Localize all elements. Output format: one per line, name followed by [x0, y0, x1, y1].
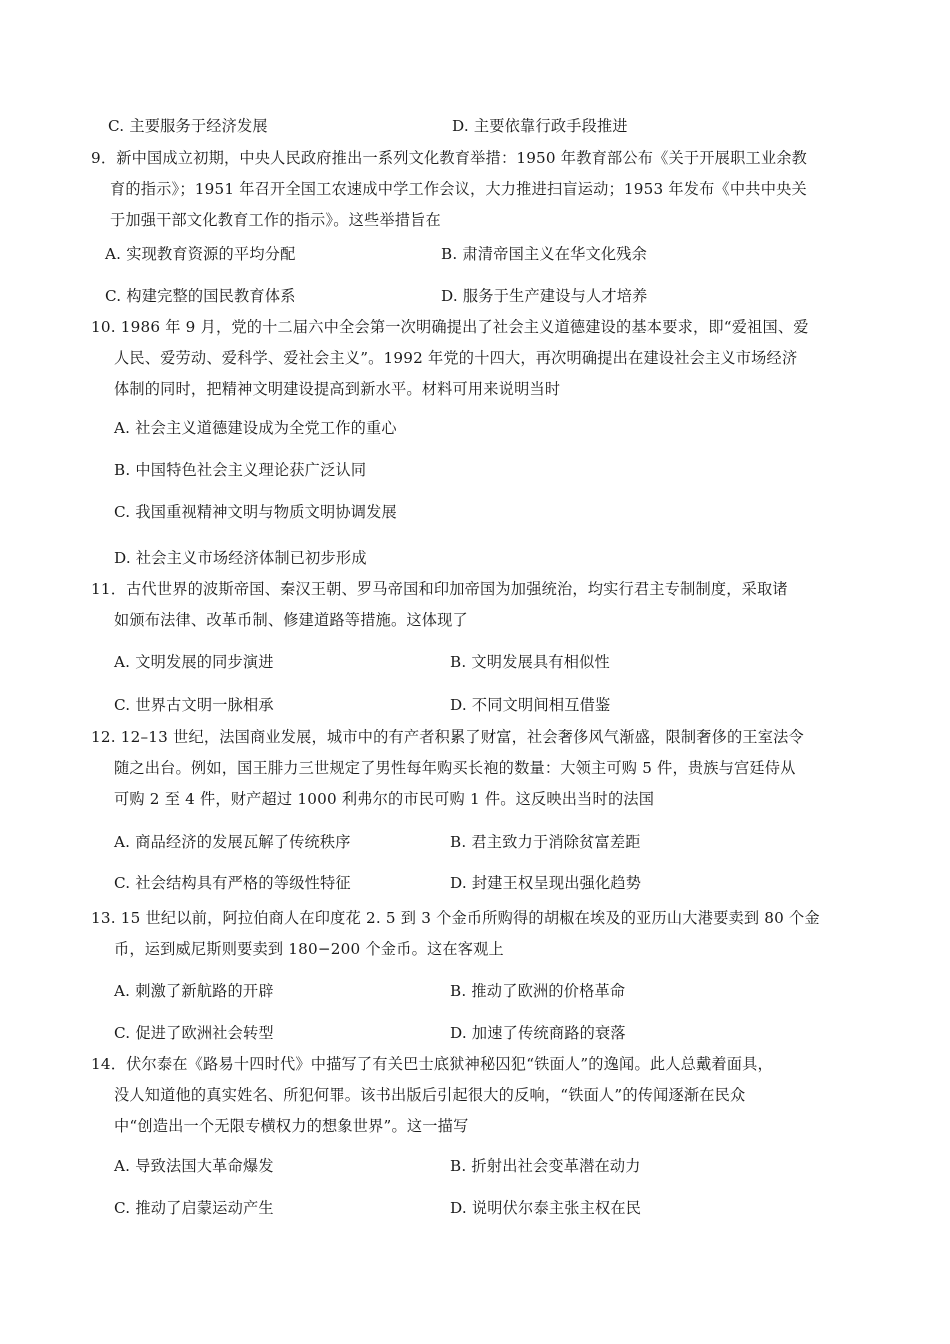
- q9-option-c: C. 构建完整的国民教育体系: [105, 287, 296, 305]
- q11-option-d: D. 不同文明间相互借鉴: [450, 696, 611, 714]
- q14-stem-line1: 14．伏尔泰在《路易十四时代》中描写了有关巴士底狱神秘囚犯“铁面人”的逸闻。此人总戴着面具，: [91, 1055, 773, 1073]
- q13-option-b: B. 推动了欧洲的价格革命: [450, 982, 626, 1000]
- q13-option-d: D. 加速了传统商路的衰落: [450, 1024, 626, 1042]
- q10-stem-line2: 人民、爱劳动、爱科学、爱社会主义”。1992 年党的十四大，再次明确提出在建设社会主义市场经济: [114, 349, 798, 367]
- q13-stem-line2: 币，运到威尼斯则要卖到 180−200 个金币。这在客观上: [114, 940, 504, 958]
- q10-stem-line3: 体制的同时，把精神文明建设提高到新水平。材料可用来说明当时: [114, 380, 561, 398]
- q14-option-d: D. 说明伏尔泰主张主权在民: [450, 1199, 642, 1217]
- q10-option-c: C. 我国重视精神文明与物质文明协调发展: [114, 503, 397, 521]
- q10-option-b: B. 中国特色社会主义理论获广泛认同: [114, 461, 367, 479]
- q11-option-b: B. 文明发展具有相似性: [450, 653, 610, 671]
- q9-option-d: D. 服务于生产建设与人才培养: [441, 287, 648, 305]
- q13-option-a: A. 刺激了新航路的开辟: [114, 982, 274, 1000]
- q10-option-a: A. 社会主义道德建设成为全党工作的重心: [114, 419, 397, 437]
- q9-option-a: A. 实现教育资源的平均分配: [105, 245, 296, 263]
- q9-option-b: B. 肃清帝国主义在华文化残余: [441, 245, 648, 263]
- q12-stem-line2: 随之出台。例如，国王腓力三世规定了男性每年购买长袍的数量：大领主可购 5 件，贵族与宫廷侍从: [114, 759, 796, 777]
- q14-option-c: C. 推动了启蒙运动产生: [114, 1199, 274, 1217]
- q12-stem-line3: 可购 2 至 4 件，财产超过 1000 利弗尔的市民可购 1 件。这反映出当时的法国: [114, 790, 655, 808]
- q12-option-a: A. 商品经济的发展瓦解了传统秩序: [114, 833, 351, 851]
- q10-option-d: D. 社会主义市场经济体制已初步形成: [114, 549, 367, 567]
- q12-option-d: D. 封建王权呈现出强化趋势: [450, 874, 642, 892]
- q11-stem-line2: 如颁布法律、改革币制、修建道路等措施。这体现了: [114, 611, 468, 629]
- q14-option-a: A. 导致法国大革命爆发: [114, 1157, 274, 1175]
- q12-stem-line1: 12. 12–13 世纪，法国商业发展，城市中的有产者积累了财富，社会奢侈风气渐盛，限制奢侈的王室法令: [91, 728, 804, 746]
- q10-stem-line1: 10. 1986 年 9 月，党的十二届六中全会第一次明确提出了社会主义道德建设的基本要求，即“爱祖国、爱: [91, 318, 809, 336]
- q11-option-c: C. 世界古文明一脉相承: [114, 696, 274, 714]
- q14-stem-line3: 中“创造出一个无限专横权力的想象世界”。这一描写: [114, 1117, 469, 1135]
- q11-stem-line1: 11．古代世界的波斯帝国、秦汉王朝、罗马帝国和印加帝国为加强统治，均实行君主专制制度，采取诸: [91, 580, 788, 598]
- q13-option-c: C. 促进了欧洲社会转型: [114, 1024, 274, 1042]
- q8-option-d: D. 主要依靠行政手段推进: [452, 117, 628, 135]
- q14-stem-line2: 没人知道他的真实姓名、所犯何罪。该书出版后引起很大的反响，“铁面人”的传闻逐渐在民众: [114, 1086, 746, 1104]
- q9-stem-line1: 9．新中国成立初期，中央人民政府推出一系列文化教育举措：1950 年教育部公布《关于开展职工业余教: [91, 149, 808, 167]
- q11-option-a: A. 文明发展的同步演进: [114, 653, 274, 671]
- q8-option-c: C. 主要服务于经济发展: [108, 117, 268, 135]
- q9-stem-line2: 育的指示》；1951 年召开全国工农速成中学工作会议，大力推进扫盲运动；1953 年发布《中共中央关: [110, 180, 807, 198]
- q12-option-c: C. 社会结构具有严格的等级性特征: [114, 874, 351, 892]
- q13-stem-line1: 13. 15 世纪以前，阿拉伯商人在印度花 2. 5 到 3 个金币所购得的胡椒在埃及的亚历山大港要卖到 80 个金: [91, 909, 820, 927]
- q9-stem-line3: 于加强干部文化教育工作的指示》。这些举措旨在: [110, 211, 441, 229]
- q14-option-b: B. 折射出社会变革潜在动力: [450, 1157, 641, 1175]
- q12-option-b: B. 君主致力于消除贫富差距: [450, 833, 641, 851]
